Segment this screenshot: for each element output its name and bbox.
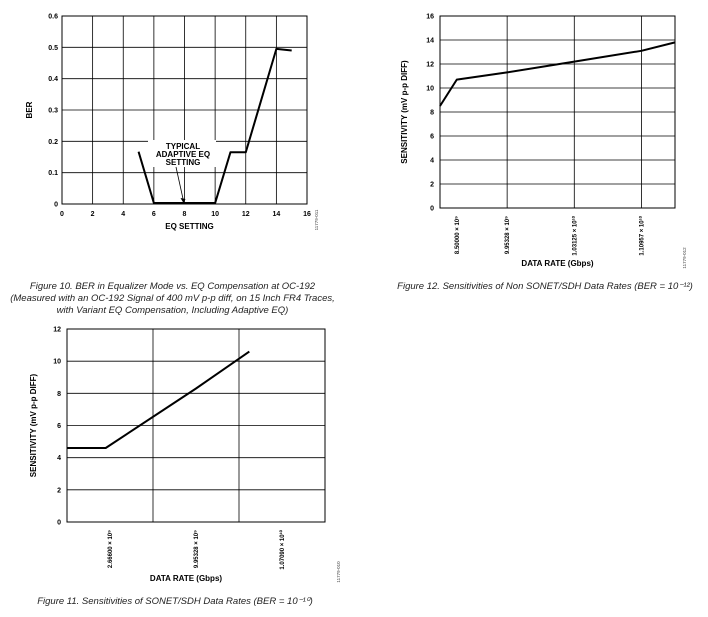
y-axis-label: BER [25, 101, 34, 119]
x-tick-label: 12 [241, 211, 250, 218]
y-tick-label: 0 [54, 201, 58, 209]
x-axis-label: DATA RATE (Gbps) [521, 259, 594, 268]
annotation-arrow [176, 167, 184, 201]
annotation-text: ADAPTIVE EQ [155, 150, 211, 159]
y-tick-label: 10 [53, 358, 61, 366]
sensitivity-series-line [67, 352, 249, 449]
y-tick-label: 8 [430, 109, 434, 117]
y-tick-label: 0.5 [48, 44, 58, 52]
y-tick-label: 0.2 [48, 138, 58, 146]
y-tick-label: 0.1 [48, 170, 58, 178]
y-tick-label: 0.3 [48, 107, 58, 115]
annotation-text: SETTING [165, 158, 201, 167]
x-tick-label: 16 [303, 211, 311, 218]
y-tick-label: 12 [426, 61, 434, 69]
figure-11-caption [20, 596, 330, 608]
y-axis-label: SENSITIVITY (mV p-p DIFF) [400, 60, 409, 164]
x-tick-label: 9.95328 × 10⁹ [194, 530, 200, 569]
y-tick-label: 14 [426, 37, 434, 45]
x-tick-label: 4 [121, 211, 126, 218]
x-tick-label: 0 [60, 211, 64, 218]
figure-id: 11779-010 [336, 561, 341, 583]
y-tick-label: 4 [57, 455, 61, 463]
y-tick-label: 12 [53, 326, 61, 334]
y-tick-label: 10 [426, 85, 434, 93]
x-tick-label: 6 [151, 211, 156, 218]
figure-10-caption [0, 281, 345, 317]
x-tick-label: 2.66600 × 10⁹ [108, 530, 114, 569]
x-tick-label: 14 [272, 211, 281, 218]
x-tick-label: 10 [211, 211, 220, 218]
figure-id: 11779-012 [682, 247, 687, 269]
y-tick-label: 8 [57, 390, 61, 398]
figure-id: 11779-011 [314, 209, 319, 231]
y-tick-label: 0.6 [48, 13, 58, 21]
y-axis-label: SENSITIVITY (mV p-p DIFF) [29, 373, 38, 478]
y-tick-label: 0 [57, 519, 61, 527]
y-tick-label: 4 [430, 157, 434, 165]
annotation-text: TYPICAL [165, 142, 201, 151]
caption-line: (Measured with an OC-192 Signal of 400 mV p-p diff, on 15 Inch FR4 Traces, [10, 293, 335, 304]
x-tick-label: 8 [182, 211, 187, 218]
y-tick-label: 2 [430, 181, 434, 189]
y-tick-label: 16 [426, 13, 434, 21]
x-tick-label: 8.50000 × 10⁹ [454, 216, 461, 255]
y-tick-label: 0 [430, 205, 434, 213]
x-axis-label: EQ SETTING [165, 222, 214, 231]
x-tick-label: 1.07090 × 10¹⁰ [280, 530, 286, 570]
x-axis-label: DATA RATE (Gbps) [149, 574, 223, 583]
y-tick-label: 0.4 [48, 76, 58, 84]
x-tick-label: 1.03125 × 10¹⁰ [572, 216, 579, 256]
x-tick-label: 9.95328 × 10⁹ [505, 216, 512, 255]
sensitivity-series-line [440, 42, 675, 106]
caption-line: with Variant EQ Compensation, Including Adaptive EQ) [56, 305, 289, 316]
figure-12-caption [395, 281, 695, 293]
x-tick-label: 2 [90, 211, 95, 218]
y-tick-label: 6 [57, 423, 61, 430]
caption-line: Figure 10. BER in Equalizer Mode vs. EQ Compensation at OC-192 [29, 281, 316, 292]
caption-line: Figure 12. Sensitivities of Non SONET/SDH Data Rates (BER = 10⁻¹²) [397, 281, 693, 292]
x-tick-label: 1.10957 × 10¹⁰ [639, 216, 646, 256]
y-tick-label: 2 [57, 487, 61, 495]
caption-line: Figure 11. Sensitivities of SONET/SDH Data Rates (BER = 10⁻¹⁰) [37, 596, 313, 607]
y-tick-label: 6 [430, 133, 434, 141]
